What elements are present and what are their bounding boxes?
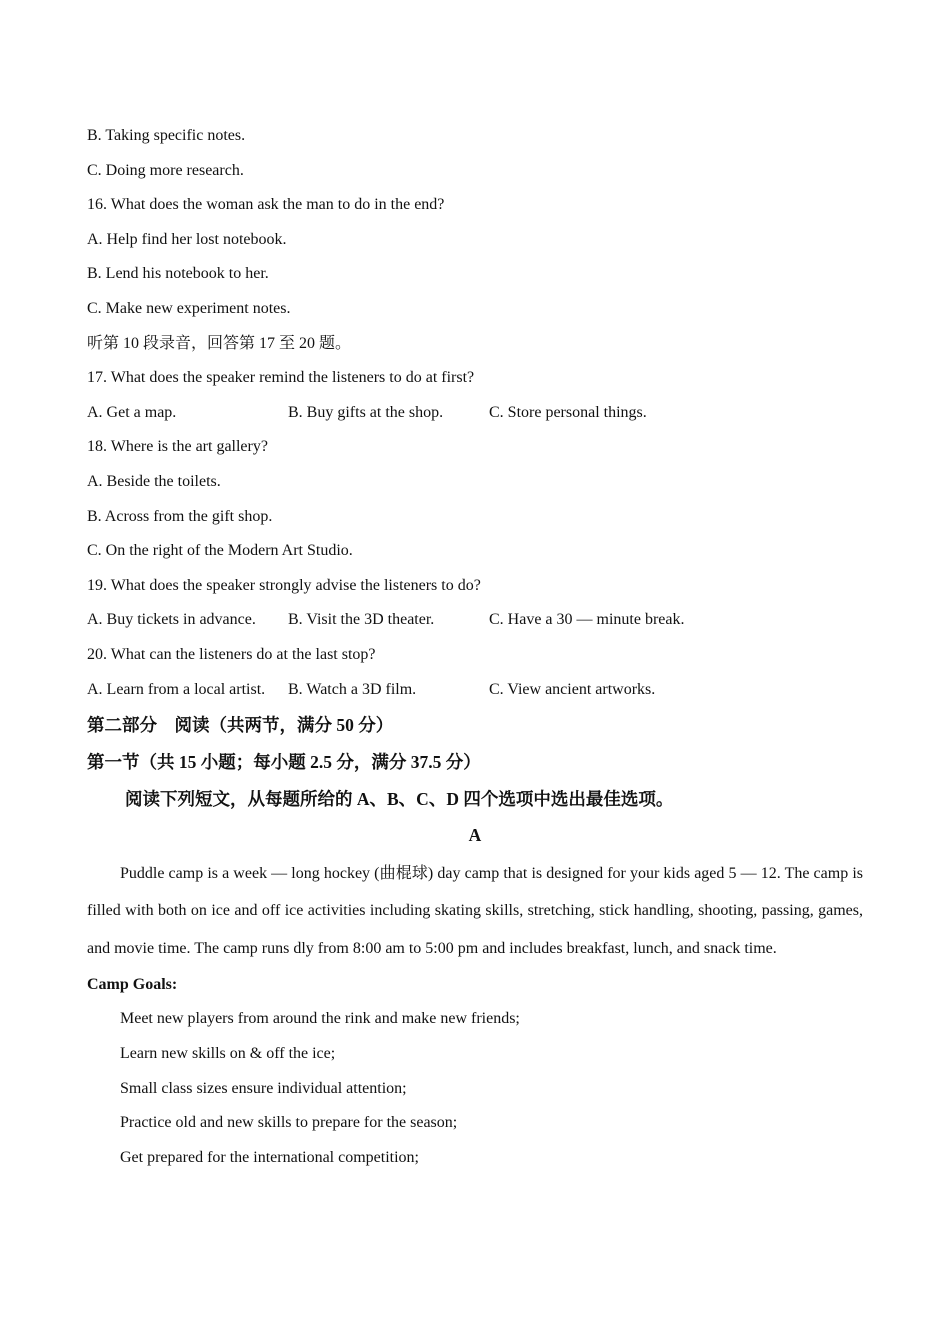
passage-paragraph: Puddle camp is a week — long hockey (曲棍球) day camp that is designed for your kids aged 5 — 12. The camp is filled with both on ice and off ice activities including skating skills, stretching, stick handling, shooting, passing, games, and movie time. The camp runs dly from 8:00 am to 5:00 pm and includes breakfast, lunch, and snack time.	[87, 865, 863, 957]
q20-options	[87, 673, 863, 708]
q15-option-b: B. Taking specific notes.	[87, 127, 246, 144]
q17-question: 17. What does the speaker remind the listeners to do at first?	[87, 369, 475, 387]
passage-label: A	[468, 825, 482, 846]
q19-question: 19. What does the speaker strongly advise the listeners to do?	[87, 576, 481, 594]
q17-options	[87, 396, 863, 431]
q18-option-b: B. Across from the gift shop.	[87, 507, 273, 525]
section-heading: 第一节（共 15 小题；每小题 2.5 分，满分 37.5 分）	[87, 751, 481, 772]
q20-option-b: B. Watch a 3D film.	[288, 680, 417, 698]
reading-instruction: 阅读下列短文，从每题所给的 A、B、C、D 四个选项中选出最佳选项。	[125, 788, 674, 809]
q18-option-c: C. On the right of the Modern Art Studio.	[87, 542, 353, 560]
q18-option-a: A. Beside the toilets.	[87, 472, 221, 490]
q20-option-a: A. Learn from a local artist.	[87, 680, 266, 698]
q16-question: 16. What does the woman ask the man to do in the end?	[87, 196, 445, 214]
section10-instruction: 听第 10 段录音，回答第 17 至 20 题。	[87, 334, 352, 352]
q20-question: 20. What can the listeners do at the last stop?	[87, 645, 376, 663]
q17-option-a: A. Get a map.	[87, 403, 177, 421]
goal-item: Meet new players from around the rink and make new friends;	[120, 1010, 520, 1028]
exam-page	[87, 119, 863, 1175]
goal-item: Practice old and new skills to prepare for the season;	[120, 1114, 458, 1132]
goal-item: Get prepared for the international competition;	[120, 1148, 419, 1166]
q19-option-a: A. Buy tickets in advance.	[87, 611, 256, 629]
q19-options	[87, 603, 863, 638]
goal-item: Learn new skills on & off the ice;	[120, 1045, 336, 1063]
q16-option-a: A. Help find her lost notebook.	[87, 230, 287, 248]
part-heading: 第二部分 阅读（共两节，满分 50 分）	[87, 715, 394, 736]
goals-heading: Camp Goals:	[87, 975, 178, 993]
q18-question: 18. Where is the art gallery?	[87, 438, 268, 456]
q19-option-c: C. Have a 30 — minute break.	[489, 611, 685, 629]
q16-option-c: C. Make new experiment notes.	[87, 299, 291, 317]
q15-option-c: C. Doing more research.	[87, 161, 244, 179]
q20-option-c: C. View ancient artworks.	[489, 680, 656, 698]
q19-option-b: B. Visit the 3D theater.	[288, 611, 435, 629]
q16-option-b: B. Lend his notebook to her.	[87, 265, 269, 283]
q17-option-b: B. Buy gifts at the shop.	[288, 403, 444, 421]
goal-item: Small class sizes ensure individual attention;	[120, 1079, 407, 1097]
q17-option-c: C. Store personal things.	[489, 403, 647, 421]
